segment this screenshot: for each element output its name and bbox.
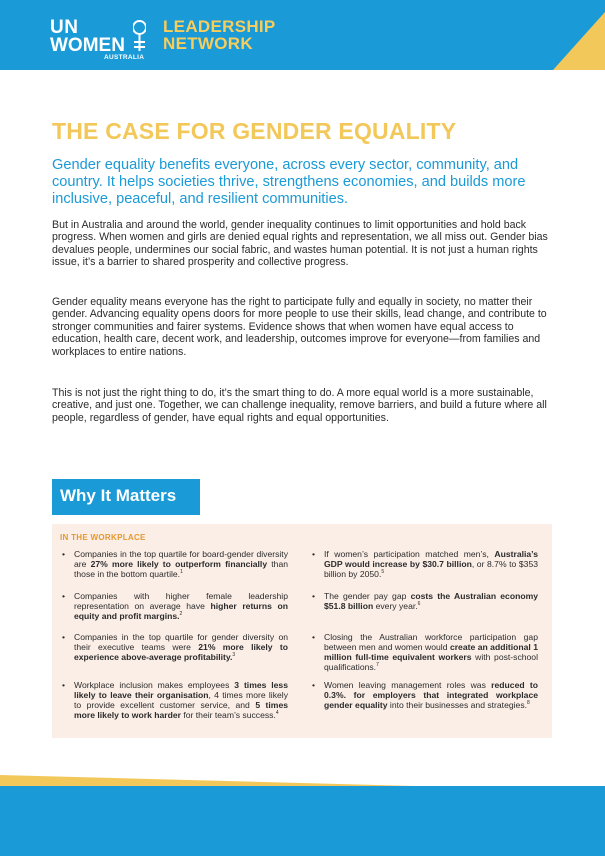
why-it-matters-heading: Why It Matters xyxy=(52,479,200,515)
fact-item: • Companies with higher female leadership representation on average have higher returns on equity and profit margins.$^2$ xyxy=(62,591,288,621)
un-women-symbol-icon xyxy=(133,19,146,53)
body-paragraph-3: This is not just the right thing to do, it’s the smart thing to do. A more equal world is a more sustainable, creative, and just one. Together, we can challenge inequality, remove barriers, and build a future where all people, regardless of gender, have equal rights and equal opportunities. xyxy=(52,387,547,424)
fact-item: • Women leaving management roles was reduced to 0.3%. for employers that integrated workplace gender equality into their businesses and strategies.$^8$ xyxy=(312,680,538,710)
header-corner-triangle xyxy=(545,0,605,70)
body-paragraph-1: But in Australia and around the world, gender inequality continues to limit opportunities and hold back progress. When women and girls are denied equal rights and representation, we all miss out. Gender bias devalues people, undermines our social fabric, and wastes human potential. It is not just a human rights issue, it’s a barrier to shared prosperity and collective progress. xyxy=(52,219,548,269)
fact-item: • Companies in the top quartile for board-gender diversity are 27% more likely to outperform financially than those in the bottom quartile.$^1$ xyxy=(62,549,288,579)
fact-item: • Companies in the top quartile for gender diversity on their executive teams were 21% more likely to experience above-average profitability.$^3$ xyxy=(62,632,288,662)
network-line-1: LEADERSHIP xyxy=(163,17,276,36)
body-paragraph-2: Gender equality means everyone has the right to participate fully and equally in society, no matter their gender. Advancing equality opens doors for more people to use their skills, lead change, and contribute to stronger communities and fairer systems. Evidence shows that when women have equal access to education, health care, decent work, and leadership, outcomes improve for everyone—from families and workplaces to entire nations. xyxy=(52,296,547,358)
logo-country: AUSTRALIA xyxy=(104,54,145,61)
panel-label: IN THE WORKPLACE xyxy=(60,533,146,542)
page-footer xyxy=(0,786,605,856)
bullet-icon: • xyxy=(62,632,66,642)
bullet-icon: • xyxy=(312,680,316,690)
logo-un: UN xyxy=(50,17,79,38)
fact-item: • Workplace inclusion makes employees 3 times less likely to leave their organisation, 4 times more likely to provide excellent customer service, and 5 times more likely to work harder for their team’s success.$^4$ xyxy=(62,680,288,720)
page-title: THE CASE FOR GENDER EQUALITY xyxy=(52,118,457,144)
bullet-icon: • xyxy=(312,591,316,601)
fact-item: • Closing the Australian workforce participation gap between men and women would create an additional 1 million full-time equivalent workers with post-school qualifications.$^7$ xyxy=(312,632,538,672)
bullet-icon: • xyxy=(312,632,316,642)
bullet-icon: • xyxy=(62,549,66,559)
leadership-network-wordmark xyxy=(163,18,276,52)
un-women-logo xyxy=(50,17,145,61)
fact-item: • If women’s participation matched men’s, Australia’s GDP would increase by $30.7 billion, or 8.7% to $353 billion by 2050.$^5$ xyxy=(312,549,539,579)
workplace-facts-panel xyxy=(52,524,552,738)
network-line-2: NETWORK xyxy=(163,34,253,53)
page-header xyxy=(0,0,605,70)
fact-item: • The gender pay gap costs the Australian economy $51.8 billion every year.$^6$ xyxy=(312,591,539,611)
bullet-icon: • xyxy=(62,591,66,601)
lede-paragraph: Gender equality benefits everyone, across every sector, community, and country. It helps societies thrive, strengthens economies, and builds more inclusive, peaceful, and resilient communities. xyxy=(52,157,526,207)
bullet-icon: • xyxy=(312,549,316,559)
logo-women: WOMEN xyxy=(50,35,125,56)
bullet-icon: • xyxy=(62,680,66,690)
